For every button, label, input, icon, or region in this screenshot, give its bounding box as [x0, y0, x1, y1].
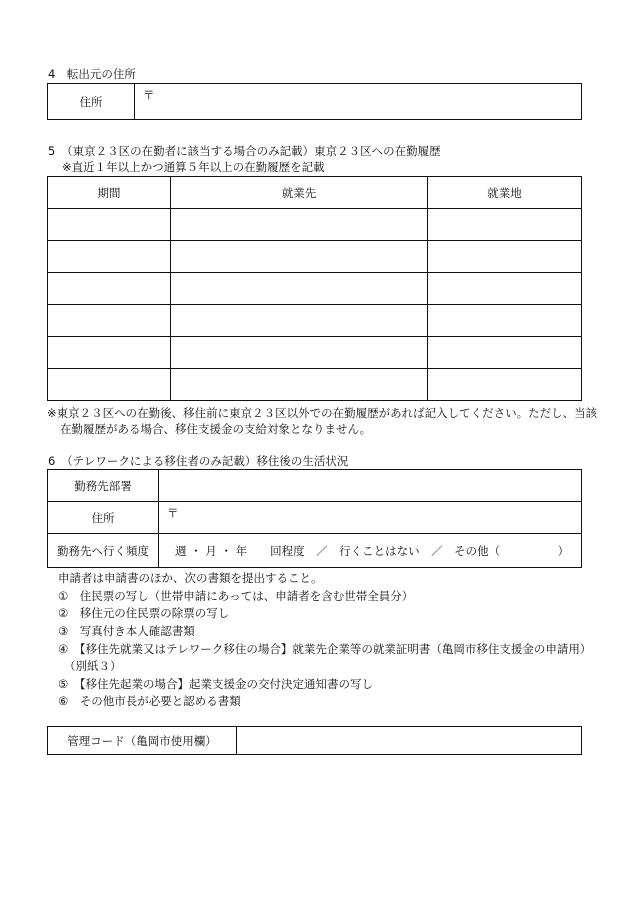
table-row — [48, 337, 582, 369]
document-item-5: ⑤ 【移住先起業の場合】起業支援金の交付決定通知書の写し — [58, 677, 374, 691]
column-header-period: 期間 — [48, 177, 171, 209]
dept-label: 勤務先部署 — [48, 470, 159, 502]
section5-note-line1: ※東京２３区への在勤後、移住前に東京２３区以外での在勤履歴があれば記入してください。ただし、当該 — [47, 406, 598, 420]
employer-cell[interactable] — [171, 305, 428, 337]
period-cell[interactable] — [48, 273, 171, 305]
table-row — [48, 209, 582, 241]
admin-code-table — [47, 726, 582, 755]
column-header-employer: 就業先 — [171, 177, 428, 209]
section5-note-line2: 在勤履歴がある場合、移住支援金の支給対象となりません。 — [60, 422, 372, 436]
previous-address-table — [47, 83, 582, 120]
postal-mark: 〒 — [143, 88, 155, 102]
period-cell[interactable] — [48, 369, 171, 401]
employer-cell[interactable] — [171, 273, 428, 305]
table-row — [48, 305, 582, 337]
employer-cell[interactable] — [171, 241, 428, 273]
new-address-field[interactable] — [159, 502, 582, 534]
section4-heading: 4 転出元の住所 — [48, 67, 136, 81]
location-cell[interactable] — [428, 273, 582, 305]
document-item-4: ④ 【移住先就業又はテレワーク移住の場合】就業先企業等の就業証明書（亀岡市移住支援金の申請用） — [58, 642, 592, 656]
document-item-2: ② 移住元の住民票の除票の写し — [58, 606, 230, 620]
work-history-table — [47, 176, 582, 401]
frequency-label: 勤務先へ行く頻度 — [48, 534, 159, 568]
period-cell[interactable] — [48, 305, 171, 337]
employer-cell[interactable] — [171, 337, 428, 369]
address-label: 住所 — [48, 84, 135, 120]
telework-status-table — [47, 469, 582, 568]
column-header-location: 就業地 — [428, 177, 582, 209]
table-row — [48, 241, 582, 273]
location-cell[interactable] — [428, 369, 582, 401]
documents-intro: 申請者は申請書のほか、次の書類を提出すること。 — [58, 571, 323, 585]
admin-code-field[interactable] — [237, 727, 582, 755]
document-item-4-annex: （別紙３） — [64, 659, 122, 673]
frequency-options[interactable]: 週 ・ 月 ・ 年 回程度 ／ 行くことはない ／ その他（ ） — [159, 534, 582, 568]
dept-field[interactable] — [159, 470, 582, 502]
period-cell[interactable] — [48, 337, 171, 369]
postal-mark: 〒 — [167, 506, 179, 520]
section6-heading: 6 （テレワークによる移住者のみ記載）移住後の生活状況 — [48, 454, 349, 468]
table-row — [48, 369, 582, 401]
table-row — [48, 273, 582, 305]
admin-code-label: 管理コード（亀岡市使用欄） — [48, 727, 237, 755]
period-cell[interactable] — [48, 209, 171, 241]
section5-subheading: ※直近１年以上かつ通算５年以上の在勤履歴を記載 — [62, 160, 325, 174]
address-label: 住所 — [48, 502, 159, 534]
employer-cell[interactable] — [171, 209, 428, 241]
document-item-1: ① 住民票の写し（世帯申請にあっては、申請者を含む世帯全員分） — [58, 589, 414, 603]
document-item-3: ③ 写真付き本人確認書類 — [58, 624, 195, 638]
previous-address-field[interactable] — [135, 84, 582, 120]
period-cell[interactable] — [48, 241, 171, 273]
location-cell[interactable] — [428, 337, 582, 369]
location-cell[interactable] — [428, 241, 582, 273]
location-cell[interactable] — [428, 209, 582, 241]
document-item-6: ⑥ その他市長が必要と認める書類 — [58, 694, 241, 708]
location-cell[interactable] — [428, 305, 582, 337]
employer-cell[interactable] — [171, 369, 428, 401]
section5-heading: 5 （東京２３区の在勤者に該当する場合のみ記載）東京２３区への在勤履歴 — [48, 144, 441, 158]
